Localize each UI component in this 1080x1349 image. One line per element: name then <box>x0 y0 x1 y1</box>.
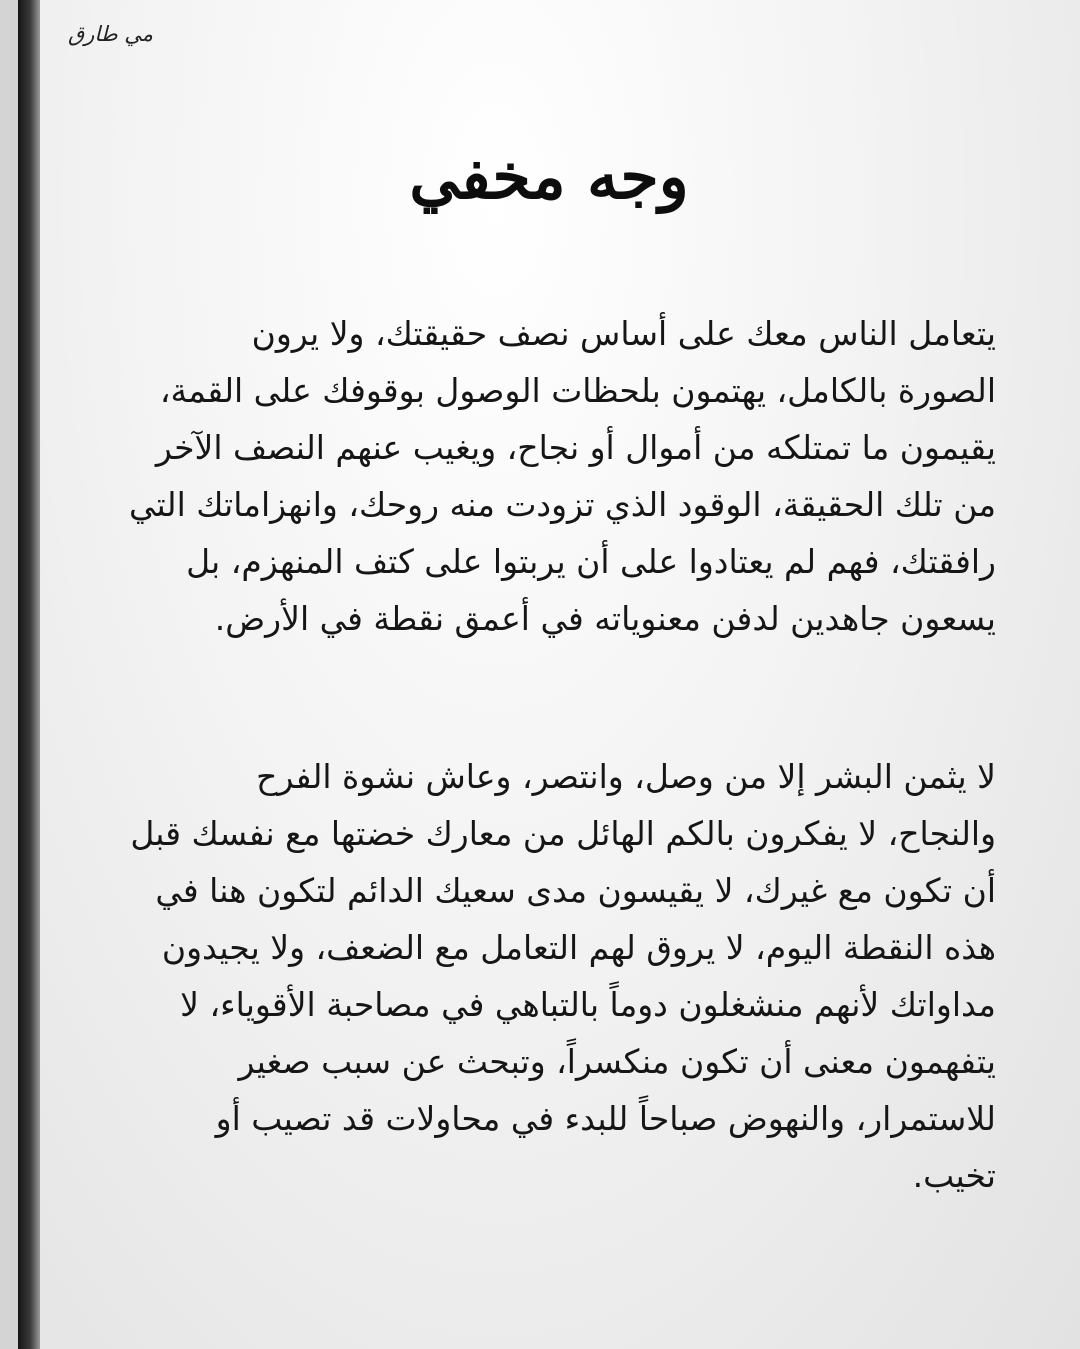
paragraph-line: من تلك الحقيقة، الوقود الذي تزودت منه روحك، وانهزاماتك التي <box>129 485 996 524</box>
paragraph-1 <box>66 305 996 647</box>
chapter-title: وجه مخفي <box>409 140 689 213</box>
paragraph-line: للاستمرار، والنهوض صباحاً للبدء في محاولات قد تصيب أو <box>215 1099 996 1138</box>
paragraph-line: هذه النقطة اليوم، لا يروق لهم التعامل مع الضعف، ولا يجيدون <box>161 928 996 967</box>
paragraph-line: تخيب. <box>912 1156 996 1195</box>
paragraph-2 <box>66 748 996 1204</box>
paragraph-line: يتفهمون معنى أن تكون منكسراً، وتبحث عن سبب صغير <box>238 1042 996 1081</box>
paragraph-line: أن تكون مع غيرك، لا يقيسون مدى سعيك الدائم لتكون هنا في <box>155 871 996 910</box>
paragraph-line: يسعون جاهدين لدفن معنوياته في أعمق نقطة في الأرض. <box>214 599 996 638</box>
paragraph-line: يتعامل الناس معك على أساس نصف حقيقتك، ولا يرون <box>251 314 996 353</box>
running-header-author: مي طارق <box>68 22 153 46</box>
paragraph-line: الصورة بالكامل، يهتمون بلحظات الوصول بوقوفك على القمة، <box>159 371 996 410</box>
paragraph-line: والنجاح، لا يفكرون بالكم الهائل من معارك خضتها مع نفسك قبل <box>130 814 996 853</box>
paragraph-line: رافقتك، فهم لم يعتادوا على أن يربتوا على كتف المنهزم، بل <box>186 542 996 581</box>
paragraph-line: يقيمون ما تمتلكه من أموال أو نجاح، ويغيب عنهم النصف الآخر <box>155 428 996 467</box>
book-page <box>18 0 1080 1349</box>
paragraph-line: لا يثمن البشر إلا من وصل، وانتصر، وعاش نشوة الفرح <box>256 757 996 796</box>
paragraph-line: مداواتك لأنهم منشغلون دوماً بالتباهي في مصاحبة الأقوياء، لا <box>180 985 996 1024</box>
